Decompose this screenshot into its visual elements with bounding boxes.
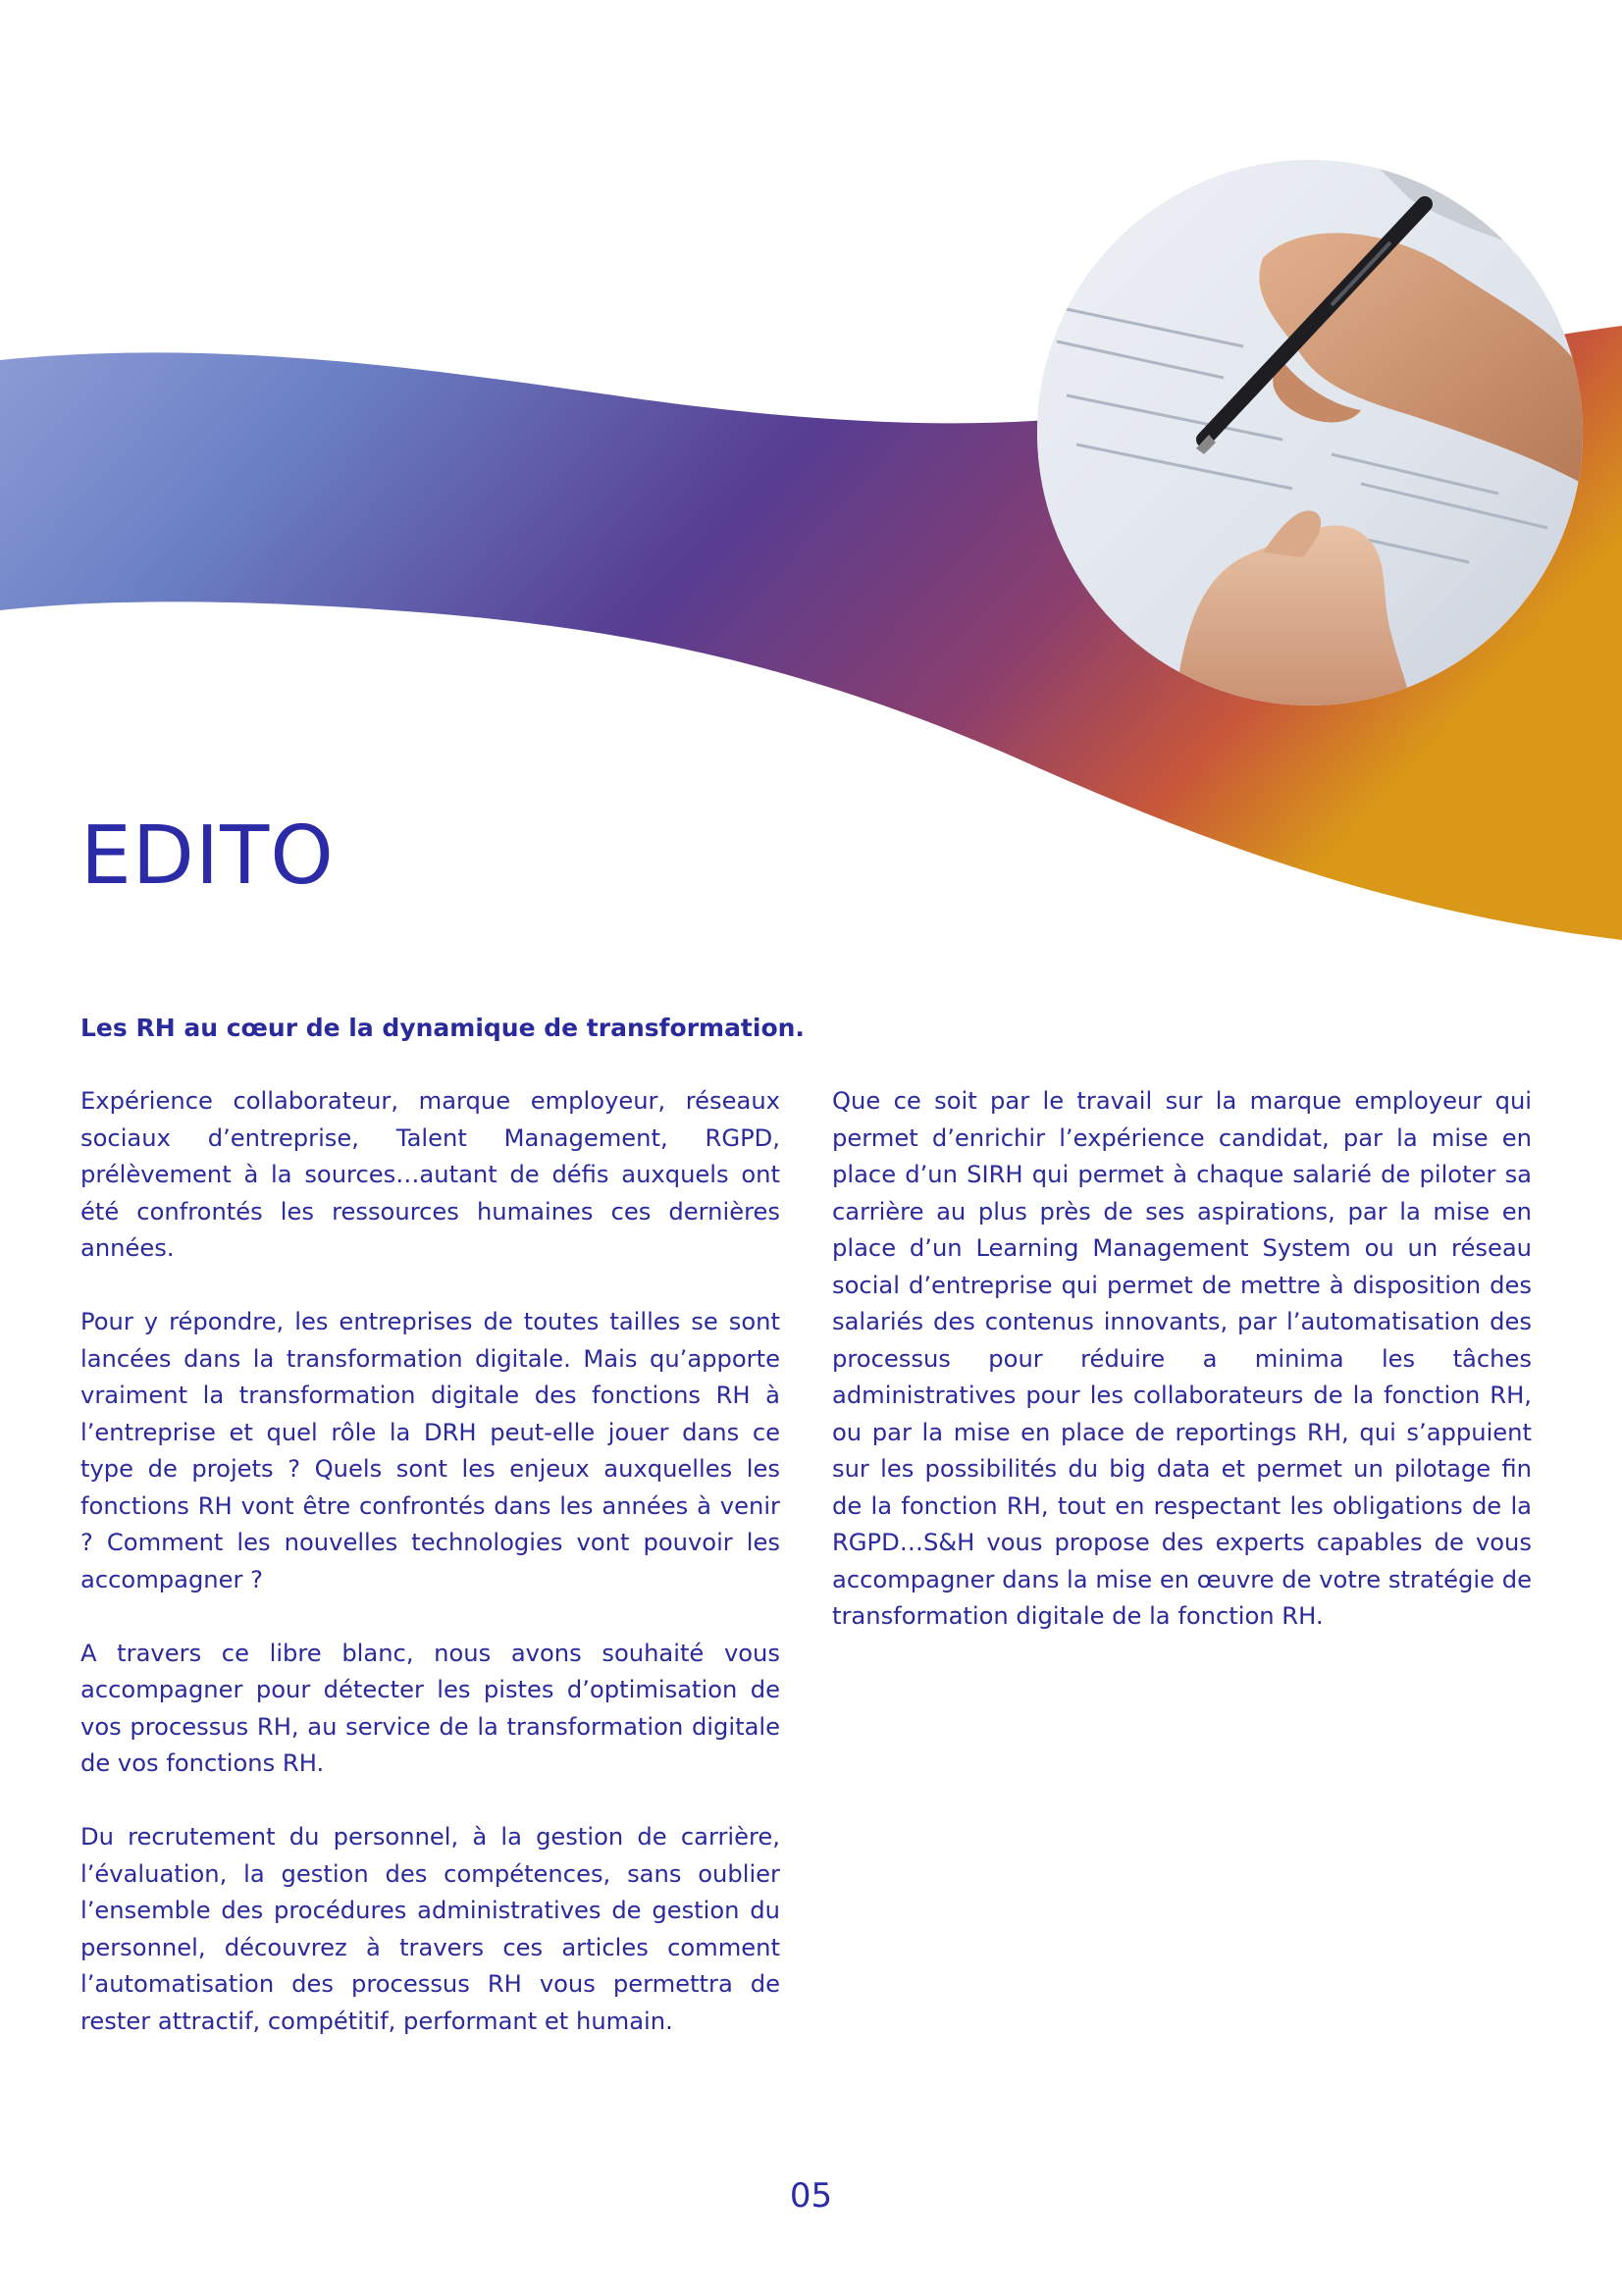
- paragraph: Que ce soit par le travail sur la marque employeur qui permet d’enrichir l’expérience candidat, par la mise en place d’un SIRH qui permet à chaque salarié de piloter sa carrière au plus près de ses aspirations, par la mise en place d’un Learning Management System ou un réseau social d’entreprise qui permet de mettre à disposition des salariés des contenus innovants, par l’automatisation des processus pour réduire a minima les tâches administratives pour les collaborateurs de la fonction RH, ou par la mise en place de reportings RH, qui s’appuient sur les possibilités du big data et permet un pilotage fin de la fonction RH, tout en respectant les obligations de la RGPD…S&H vous propose des experts capables de vous accompagner dans la mise en œuvre de votre stratégie de transformation digitale de la fonction RH.: [832, 1087, 1532, 1630]
- paragraph: Pour y répondre, les entreprises de toutes tailles se sont lancées dans la transformation digitale. Mais qu’apporte vraiment la transformation digitale des fonctions RH à l’entreprise et quel rôle la DRH peut-elle jouer dans ce type de projets ? Quels sont les enjeux auxquelles les fonctions RH vont être confrontés dans les années à venir ? Comment les nouvelles technologies vont pouvoir les accompagner ?: [80, 1308, 780, 1593]
- left-column: [80, 1083, 780, 2077]
- page-number: 05: [789, 2176, 833, 2216]
- page-title: EDITO: [80, 809, 335, 903]
- hand-writing-document-icon: [1037, 160, 1583, 705]
- paragraph: Expérience collaborateur, marque employeur, réseaux sociaux d’entreprise, Talent Management, RGPD, prélèvement à la sources…autant de défis auxquels ont été confrontés les ressources humaines ces dernières années.: [80, 1087, 780, 1262]
- article-lead: Les RH au cœur de la dynamique de transformation.: [80, 1014, 805, 1042]
- right-column: [832, 1083, 1532, 1672]
- paragraph: A travers ce libre blanc, nous avons souhaité vous accompagner pour détecter les pistes d’optimisation de vos processus RH, au service de la transformation digitale de vos fonctions RH.: [80, 1639, 780, 1777]
- paragraph: Du recrutement du personnel, à la gestion de carrière, l’évaluation, la gestion des compétences, sans oublier l’ensemble des procédures administratives de gestion du personnel, découvrez à travers ces articles comment l’automatisation des processus RH vous permettra de rester attractif, compétitif, performant et humain.: [80, 1823, 780, 2035]
